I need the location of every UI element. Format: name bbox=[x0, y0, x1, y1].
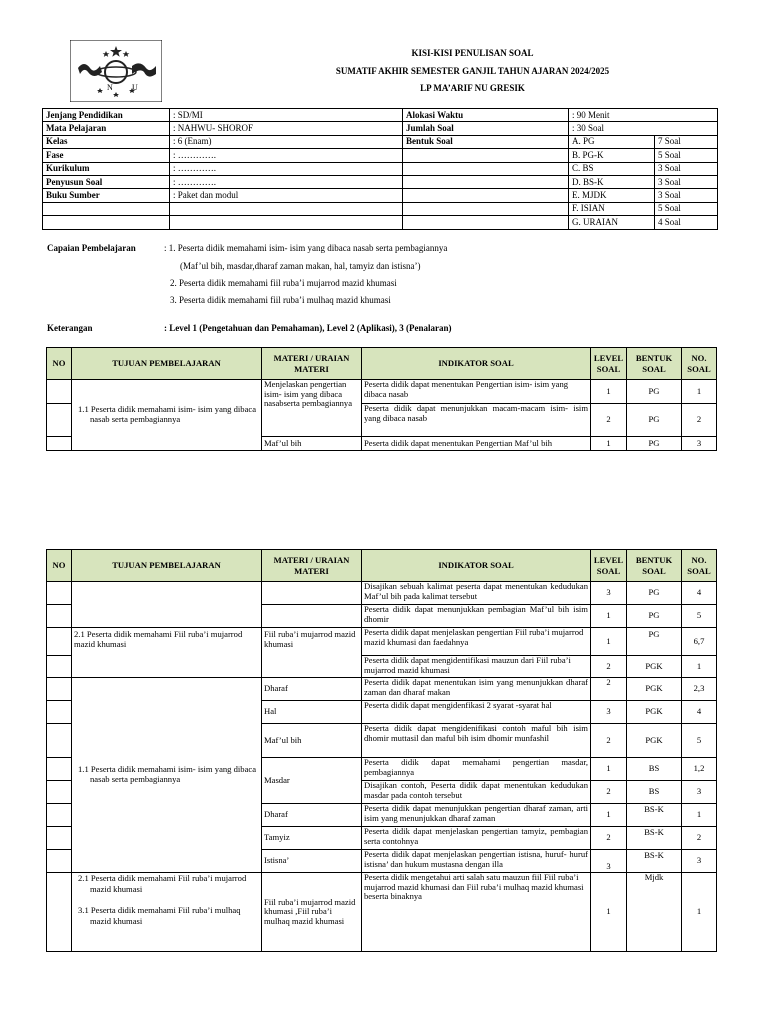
materi-cell: Hal bbox=[262, 701, 362, 724]
bentuk-code: F. ISIAN bbox=[569, 202, 655, 215]
jumlah-value: : 30 Soal bbox=[569, 122, 718, 135]
table-row bbox=[47, 628, 717, 656]
materi-cell bbox=[262, 582, 362, 605]
info-row bbox=[43, 162, 718, 175]
indikator-cell: Peserta didik dapat memahami pengertian masdar, pembagiannya bbox=[362, 758, 591, 781]
level-cell: 3 bbox=[591, 582, 627, 605]
materi-cell: Menjelaskan pengertian isim- isim yang dibaca nasabserta pembagiannya bbox=[262, 380, 362, 437]
tujuan-text: 3.1 Peserta didik memahami Fiil ruba’i mulhaq mazid khumasi bbox=[78, 905, 241, 926]
materi-cell: Fiil ruba’i mujarrod mazid khumasi ,Fiil ruba’i mulhaq mazid khumasi bbox=[262, 873, 362, 952]
no-cell bbox=[47, 724, 72, 758]
no-cell bbox=[47, 628, 72, 656]
indikator-cell: Peserta didik dapat mengidentifikasi mauzun dari Fiil ruba’i mujarrod mazid khumasi bbox=[362, 656, 591, 678]
level-cell: 2 bbox=[591, 678, 627, 701]
bentuk-cell: BS-K bbox=[627, 850, 682, 873]
empty-cell bbox=[403, 162, 569, 175]
info-value: : …………. bbox=[170, 162, 403, 175]
tujuan-text: 1.1 Peserta didik memahami isim- isim yang dibaca nasab serta pembagiannya bbox=[78, 764, 257, 784]
info-row bbox=[43, 135, 718, 148]
nosoal-cell: 1 bbox=[682, 873, 717, 952]
info-label: Fase bbox=[43, 149, 170, 162]
info-label: Kelas bbox=[43, 135, 170, 148]
bentuk-cell: PG bbox=[627, 605, 682, 628]
no-cell bbox=[47, 605, 72, 628]
nosoal-cell: 6,7 bbox=[682, 628, 717, 656]
kisi-table-2 bbox=[46, 549, 717, 952]
empty-cell bbox=[403, 175, 569, 188]
tujuan-cell bbox=[72, 628, 262, 678]
header-level: LEVEL SOAL bbox=[591, 348, 627, 380]
capaian-item-3: 3. Peserta didik memahami fiil ruba’i mulhaq mazid khumasi bbox=[170, 295, 391, 305]
bentuk-code: E. MJDK bbox=[569, 189, 655, 202]
indikator-cell: Peserta didik dapat menentukan Pengertian Maf’ul bih bbox=[362, 437, 591, 451]
level-cell: 2 bbox=[591, 404, 627, 437]
bentuk-cell: BS bbox=[627, 758, 682, 781]
header-indikator: INDIKATOR SOAL bbox=[362, 550, 591, 582]
indikator-cell: Peserta didik dapat menentukan Pengertian isim- isim yang dibaca nasab bbox=[362, 380, 591, 404]
bentuk-cell: PG bbox=[627, 582, 682, 605]
header-organization: LP MA’ARIF NU GRESIK bbox=[420, 83, 525, 93]
nosoal-cell: 2 bbox=[682, 404, 717, 437]
tujuan-cell bbox=[72, 582, 262, 628]
info-value: : SD/MI bbox=[170, 109, 403, 122]
level-cell: 1 bbox=[591, 437, 627, 451]
level-cell: 2 bbox=[591, 724, 627, 758]
info-value: : NAHWU- SHOROF bbox=[170, 122, 403, 135]
materi-cell: Dharaf bbox=[262, 804, 362, 827]
info-value: : …………. bbox=[170, 149, 403, 162]
bentuk-count: 3 Soal bbox=[655, 175, 718, 188]
nosoal-cell: 1 bbox=[682, 804, 717, 827]
level-cell: 1 bbox=[591, 758, 627, 781]
materi-cell: Masdar bbox=[262, 758, 362, 804]
bentuk-cell: PGK bbox=[627, 678, 682, 701]
empty-cell bbox=[403, 216, 569, 229]
bentuk-code: A. PG bbox=[569, 135, 655, 148]
tujuan-text: 2.1 Peserta didik memahami Fiil ruba’i mujarrod mazid khumasi bbox=[78, 873, 247, 894]
info-label: Penyusun Soal bbox=[43, 175, 170, 188]
materi-cell bbox=[262, 605, 362, 628]
alokasi-label: Alokasi Waktu bbox=[403, 109, 569, 122]
info-row bbox=[43, 216, 718, 229]
nosoal-cell: 2 bbox=[682, 827, 717, 850]
capaian-item-1-detail: (Maf’ul bih, masdar,dharaf zaman makan, hal, tamyiz dan istisna’) bbox=[180, 261, 421, 271]
level-cell: 2 bbox=[591, 827, 627, 850]
bentuk-cell: PG bbox=[627, 437, 682, 451]
materi-cell: Tamyiz bbox=[262, 827, 362, 850]
nosoal-cell: 4 bbox=[682, 582, 717, 605]
info-label: Kurikulum bbox=[43, 162, 170, 175]
materi-cell: Maf’ul bih bbox=[262, 437, 362, 451]
table-row bbox=[47, 582, 717, 605]
nosoal-cell: 3 bbox=[682, 437, 717, 451]
no-cell bbox=[47, 404, 72, 437]
info-value: : 6 (Enam) bbox=[170, 135, 403, 148]
empty-cell bbox=[403, 202, 569, 215]
indikator-cell: Peserta didik dapat menunjukkan pengertian dharaf zaman, arti isim yang menunjukkan dharaf zaman bbox=[362, 804, 591, 827]
empty-cell bbox=[43, 202, 170, 215]
bentuk-count: 5 Soal bbox=[655, 202, 718, 215]
indikator-cell: Peserta didik dapat menunjukkan macam-macam isim- isim yang dibaca nasab bbox=[362, 404, 591, 437]
header-nosoal: NO. SOAL bbox=[682, 348, 717, 380]
indikator-cell: Peserta didik dapat menunjukkan pembagian Maf’ul bih isim dhomir bbox=[362, 605, 591, 628]
header-materi: MATERI / URAIAN MATERI bbox=[262, 550, 362, 582]
level-cell: 1 bbox=[591, 380, 627, 404]
bentuk-cell: PGK bbox=[627, 701, 682, 724]
level-cell: 1 bbox=[591, 804, 627, 827]
bentuk-code: B. PG-K bbox=[569, 149, 655, 162]
bentuk-label: Bentuk Soal bbox=[403, 135, 569, 148]
header-indikator: INDIKATOR SOAL bbox=[362, 348, 591, 380]
header-tujuan: TUJUAN PEMBELAJARAN bbox=[72, 550, 262, 582]
bentuk-cell: PGK bbox=[627, 724, 682, 758]
info-value: : Paket dan modul bbox=[170, 189, 403, 202]
tujuan-cell bbox=[72, 678, 262, 873]
no-cell bbox=[47, 781, 72, 804]
header-bentuk: BENTUK SOAL bbox=[627, 550, 682, 582]
no-cell bbox=[47, 678, 72, 701]
empty-cell bbox=[170, 202, 403, 215]
bentuk-code: D. BS-K bbox=[569, 175, 655, 188]
info-row bbox=[43, 122, 718, 135]
indikator-cell: Peserta didik mengetahui arti salah satu mauzun fiil Fiil ruba’i mujarrod mazid khumasi dan Fiil ruba’i mulhaq mazid khumasi beserta binaknya bbox=[362, 873, 591, 952]
info-label: Jenjang Pendidikan bbox=[43, 109, 170, 122]
capaian-item-1: : 1. Peserta didik memahami isim- isim yang dibaca nasab serta pembagiannya bbox=[164, 243, 448, 253]
header-level: LEVEL SOAL bbox=[591, 550, 627, 582]
level-cell: 1 bbox=[591, 605, 627, 628]
bentuk-cell: Mjdk bbox=[627, 873, 682, 952]
info-row bbox=[43, 202, 718, 215]
header-nosoal: NO. SOAL bbox=[682, 550, 717, 582]
materi-cell bbox=[262, 628, 362, 678]
header-bentuk: BENTUK SOAL bbox=[627, 348, 682, 380]
bentuk-count: 5 Soal bbox=[655, 149, 718, 162]
no-cell bbox=[47, 804, 72, 827]
table-header-row bbox=[47, 550, 717, 582]
materi-cell: Dharaf bbox=[262, 678, 362, 701]
nosoal-cell: 3 bbox=[682, 781, 717, 804]
table-row bbox=[47, 873, 717, 952]
bentuk-cell: BS-K bbox=[627, 827, 682, 850]
no-cell bbox=[47, 701, 72, 724]
materi-text: Fiil ruba’i mujarrod mazid khumasi bbox=[264, 629, 356, 649]
table-row bbox=[47, 380, 717, 404]
info-row bbox=[43, 175, 718, 188]
indikator-cell: Peserta didik dapat menjelaskan pengertian Fiil ruba’i mujarrod mazid khumasi dan faedahnya bbox=[362, 628, 591, 656]
header-no: NO bbox=[47, 550, 72, 582]
no-cell bbox=[47, 582, 72, 605]
bentuk-count: 7 Soal bbox=[655, 135, 718, 148]
info-row bbox=[43, 109, 718, 122]
info-row bbox=[43, 189, 718, 202]
nosoal-cell: 2,3 bbox=[682, 678, 717, 701]
bentuk-cell: PG bbox=[627, 628, 682, 656]
bentuk-code: G. URAIAN bbox=[569, 216, 655, 229]
no-cell bbox=[47, 827, 72, 850]
indikator-cell: Peserta didik dapat menjelaskan pengertian tamyiz, pembagian serta contohnya bbox=[362, 827, 591, 850]
header-no: NO bbox=[47, 348, 72, 380]
empty-cell bbox=[170, 216, 403, 229]
jumlah-label: Jumlah Soal bbox=[403, 122, 569, 135]
info-label: Buku Sumber bbox=[43, 189, 170, 202]
alokasi-value: : 90 Menit bbox=[569, 109, 718, 122]
bentuk-code: C. BS bbox=[569, 162, 655, 175]
capaian-label: Capaian Pembelajaran bbox=[47, 243, 136, 253]
level-cell: 3 bbox=[591, 850, 627, 873]
nosoal-cell: 3 bbox=[682, 850, 717, 873]
tujuan-cell bbox=[72, 380, 262, 451]
nosoal-cell: 5 bbox=[682, 724, 717, 758]
header-tujuan: TUJUAN PEMBELAJARAN bbox=[72, 348, 262, 380]
no-cell bbox=[47, 380, 72, 404]
level-cell: 1 bbox=[591, 873, 627, 952]
nosoal-cell: 4 bbox=[682, 701, 717, 724]
bentuk-cell: PG bbox=[627, 404, 682, 437]
table-header-row bbox=[47, 348, 717, 380]
no-cell bbox=[47, 656, 72, 678]
bentuk-cell: PGK bbox=[627, 656, 682, 678]
bentuk-count: 3 Soal bbox=[655, 162, 718, 175]
keterangan-value: : Level 1 (Pengetahuan dan Pemahaman), Level 2 (Aplikasi), 3 (Penalaran) bbox=[164, 323, 452, 333]
empty-cell bbox=[403, 189, 569, 202]
indikator-cell: Disajikan sebuah kalimat peserta dapat menentukan kedudukan Maf’ul bih pada kalimat tersebut bbox=[362, 582, 591, 605]
tujuan-cell bbox=[72, 873, 262, 952]
header-title: KISI-KISI PENULISAN SOAL bbox=[411, 48, 534, 58]
empty-cell bbox=[403, 149, 569, 162]
info-row bbox=[43, 149, 718, 162]
kisi-table-1 bbox=[46, 347, 717, 451]
header-materi: MATERI / URAIAN MATERI bbox=[262, 348, 362, 380]
materi-cell: Istisna’ bbox=[262, 850, 362, 873]
nosoal-cell: 5 bbox=[682, 605, 717, 628]
info-label: Mata Pelajaran bbox=[43, 122, 170, 135]
bentuk-count: 3 Soal bbox=[655, 189, 718, 202]
document-header bbox=[280, 45, 665, 98]
level-cell: 2 bbox=[591, 656, 627, 678]
tujuan-text: 1.1 Peserta didik memahami isim- isim yang dibaca nasab serta pembagiannya bbox=[78, 404, 257, 424]
nosoal-cell: 1,2 bbox=[682, 758, 717, 781]
no-cell bbox=[47, 850, 72, 873]
info-value: : …………. bbox=[170, 175, 403, 188]
level-cell: 3 bbox=[591, 701, 627, 724]
logo-letter-n: N bbox=[107, 83, 113, 92]
logo-letter-u: U bbox=[132, 83, 138, 92]
table-row bbox=[47, 678, 717, 701]
indikator-cell: Peserta didik dapat menjelaskan pengertian istisna, huruf- huruf istisna’ dan hukum mustasna dengan illa bbox=[362, 850, 591, 873]
no-cell bbox=[47, 873, 72, 952]
bentuk-cell: BS bbox=[627, 781, 682, 804]
nu-logo bbox=[70, 40, 162, 102]
bentuk-cell: PG bbox=[627, 380, 682, 404]
keterangan-label: Keterangan bbox=[47, 323, 93, 333]
level-cell: 1 bbox=[591, 628, 627, 656]
bentuk-cell: BS-K bbox=[627, 804, 682, 827]
info-table bbox=[42, 108, 718, 230]
capaian-item-2: 2. Peserta didik memahami fiil ruba’i mujarrod mazid khumasi bbox=[170, 278, 397, 288]
empty-cell bbox=[43, 216, 170, 229]
materi-cell: Maf’ul bih bbox=[262, 724, 362, 758]
indikator-cell: Peserta didik dapat menentukan isim yang menunjukkan dharaf zaman dan dharaf makan bbox=[362, 678, 591, 701]
indikator-cell: Disajikan contoh, Peserta didik dapat menentukan kedudukan masdar pada contoh tersebut bbox=[362, 781, 591, 804]
nosoal-cell: 1 bbox=[682, 656, 717, 678]
header-subtitle: SUMATIF AKHIR SEMESTER GANJIL TAHUN AJARAN 2024/2025 bbox=[335, 65, 610, 76]
level-cell: 2 bbox=[591, 781, 627, 804]
indikator-cell: Peserta didik dapat mengidenfikasi 2 syarat -syarat hal bbox=[362, 701, 591, 724]
no-cell bbox=[47, 437, 72, 451]
tujuan-text: 2.1 Peserta didik memahami Fiil ruba’i mujarrod mazid khumasi bbox=[74, 629, 243, 649]
indikator-cell: Peserta didik dapat mengidenifikasi contoh maful bih isim dhomir muttasil dan maful bih isim dhomir munfashil bbox=[362, 724, 591, 758]
nosoal-cell: 1 bbox=[682, 380, 717, 404]
no-cell bbox=[47, 758, 72, 781]
bentuk-count: 4 Soal bbox=[655, 216, 718, 229]
